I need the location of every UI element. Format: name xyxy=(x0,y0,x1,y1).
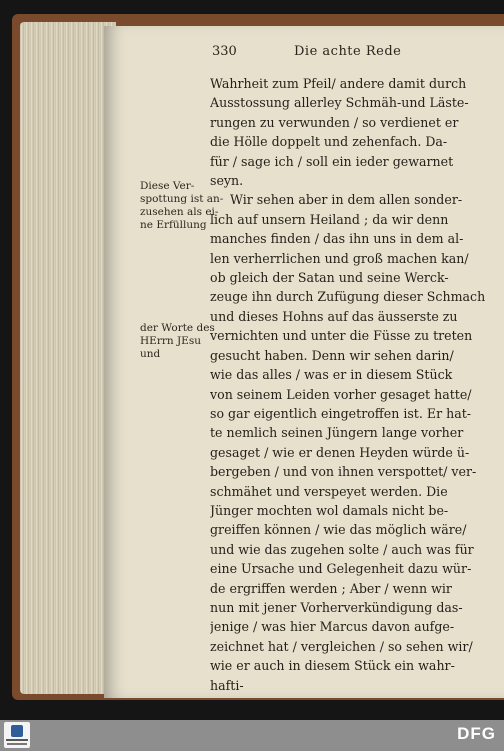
text-line: Wir sehen aber in dem allen sonder- xyxy=(230,192,463,208)
text-line: die Hölle doppelt und zehenfach. Da- xyxy=(210,134,448,150)
page-number: 330 xyxy=(212,44,237,59)
text-line: ob gleich der Satan und seine Werck- xyxy=(210,270,449,286)
page-header xyxy=(212,44,492,64)
margin-note-line: spottung ist an- xyxy=(140,193,224,205)
margin-note-line: Diese Ver- xyxy=(140,180,195,192)
running-title: Die achte Rede xyxy=(294,44,402,59)
text-line: jenige / was hier Marcus davon aufge- xyxy=(210,619,455,635)
text-line: von seinem Leiden vorher gesaget hatte/ xyxy=(210,386,472,402)
text-line: Wahrheit zum Pfeil/ andere damit durch xyxy=(210,76,467,91)
text-line: und wie das zugehen solte / auch was für xyxy=(210,541,474,557)
margin-note-fulfillment xyxy=(140,180,223,232)
text-line: te nemlich seinen Jüngern lange vorher xyxy=(210,425,464,441)
text-line: zeichnet hat / vergleichen / so sehen wir/ xyxy=(210,638,473,654)
text-line: wie er auch in diesem Stück ein wahr- xyxy=(210,658,455,674)
text-line: manches finden / das ihn uns in dem al- xyxy=(210,231,464,247)
text-line: wie das alles / was er in diesem Stück xyxy=(210,367,453,383)
margin-note-line: der Worte des xyxy=(140,322,215,334)
text-line: zeuge ihn durch Zufügung dieser Schmach xyxy=(210,289,486,305)
text-line: rungen zu verwunden / so verdienet er xyxy=(210,114,459,130)
text-line: bergeben / und von ihnen verspottet/ ver- xyxy=(210,464,477,480)
text-line: greiffen können / wie das möglich wäre/ xyxy=(210,522,467,538)
text-line: de ergriffen werden ; Aber / wenn wir xyxy=(210,580,452,596)
text-line: vernichten und unter die Füsse zu treten xyxy=(210,328,473,344)
footer-bar xyxy=(0,720,504,751)
text-line: nun mit jener Vorherverkündigung das- xyxy=(210,599,463,615)
text-line: Ausstossung allerley Schmäh-und Läste- xyxy=(210,95,469,111)
margin-note-line: zusehen als ei- xyxy=(140,206,219,218)
text-line: hafti- xyxy=(210,677,244,693)
text-line: schmähet und verspeyet werden. Die xyxy=(210,483,448,499)
text-line: seyn. xyxy=(210,173,244,189)
text-line: und dieses Hohns auf das äusserste zu xyxy=(210,308,458,324)
text-line: len verherrlichen und groß machen kan/ xyxy=(210,250,469,266)
text-line: so gar eigentlich eingetroffen ist. Er hat- xyxy=(210,405,472,421)
text-line: gesaget / wie er denen Heyden würde ü- xyxy=(210,444,470,460)
library-logo-icon xyxy=(4,722,30,748)
text-line: eine Ursache und Gelegenheit dazu wür- xyxy=(210,561,472,577)
margin-note-line: HErrn JEsu xyxy=(140,335,201,347)
body-text xyxy=(210,74,496,695)
margin-note-words xyxy=(140,322,215,361)
text-line: gesucht haben. Denn wir sehen darin/ xyxy=(210,347,454,363)
margin-note-line: ne Erfüllung xyxy=(140,219,207,231)
page-edges xyxy=(20,22,116,694)
dfg-logo: DFG xyxy=(457,724,496,743)
margin-note-line: und xyxy=(140,348,161,360)
text-line: lich auf unsern Heiland ; da wir denn xyxy=(210,211,449,227)
text-line: für / sage ich / soll ein ieder gewarnet xyxy=(210,153,454,169)
text-line: Jünger mochten wol damals nicht be- xyxy=(210,502,449,518)
